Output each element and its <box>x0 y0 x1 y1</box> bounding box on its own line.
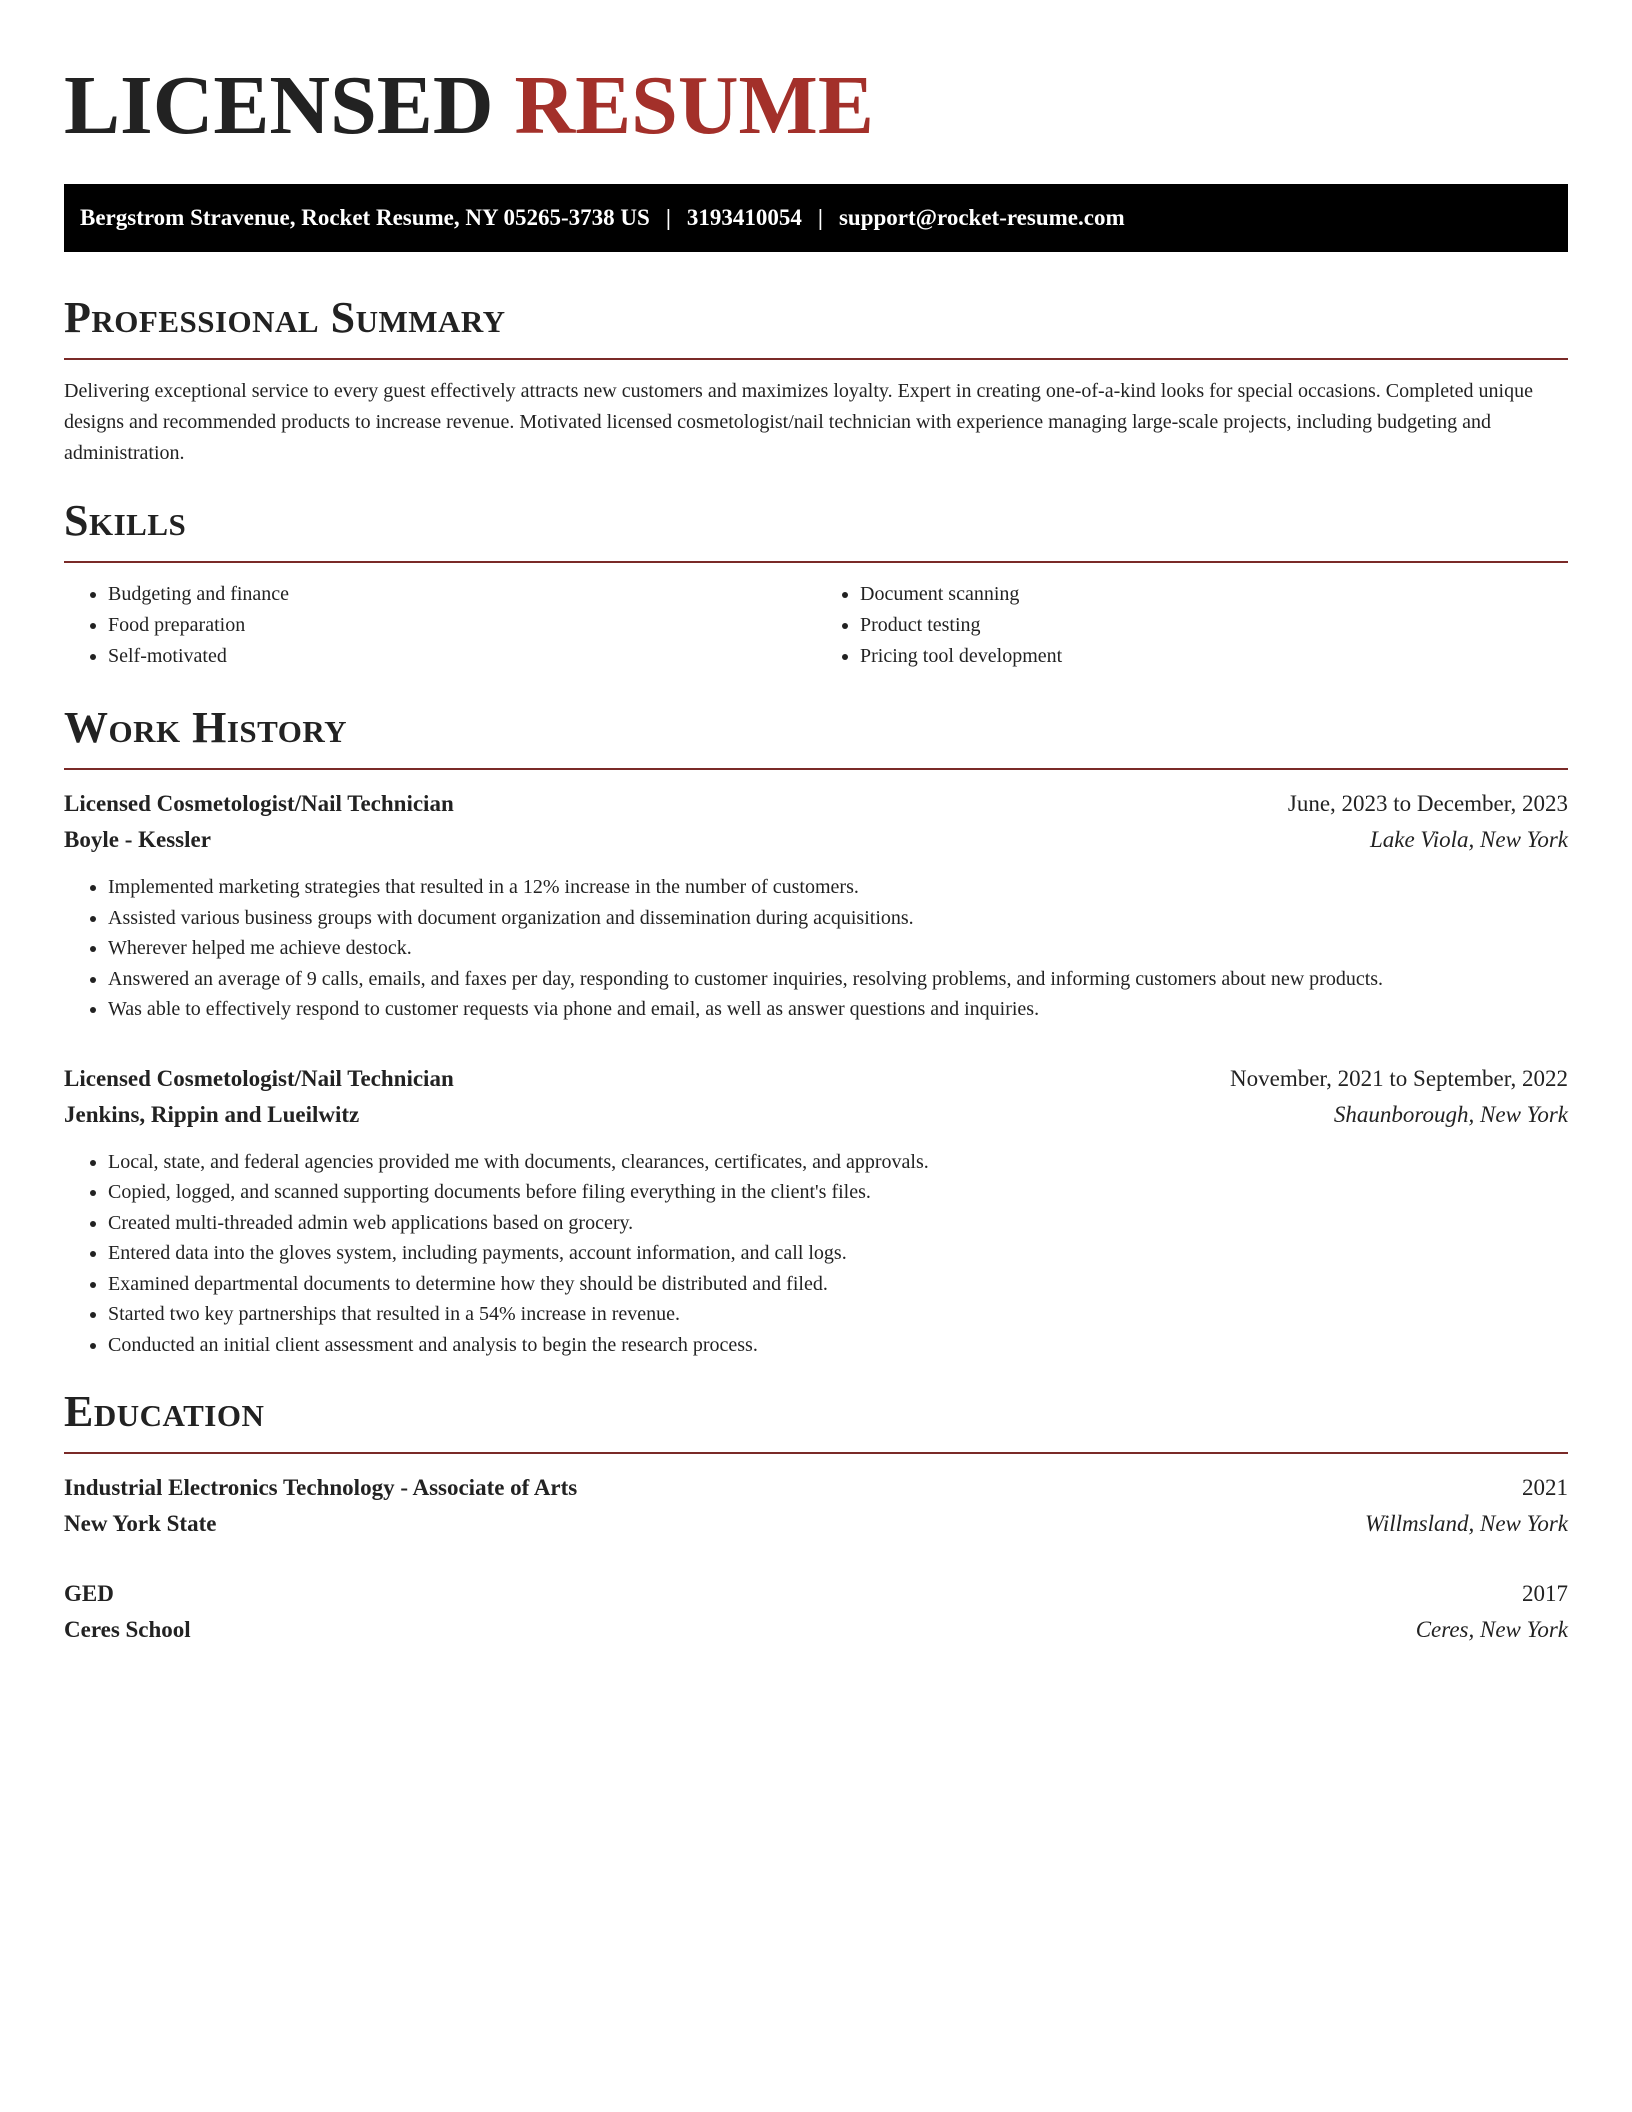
education-school: Ceres School <box>64 1617 191 1642</box>
skill-item: • Pricing tool development <box>860 641 1568 672</box>
job-bullet: • Copied, logged, and scanned supporting documents before filing everything in the client's files. <box>108 1177 1568 1208</box>
section-title-work-history: Work History <box>64 703 348 752</box>
job-bullet: • Created multi-threaded admin web applications based on grocery. <box>108 1208 1568 1239</box>
job-bullet: • Started two key partnerships that resulted in a 54% increase in revenue. <box>108 1299 1568 1330</box>
skill-item: • Product testing <box>860 610 1568 641</box>
job-company: Boyle - Kessler <box>64 827 211 852</box>
summary-section <box>64 293 1568 469</box>
contact-separator: | <box>817 205 823 230</box>
section-title-education: Education <box>64 1387 265 1436</box>
education-entry <box>64 1470 1568 1542</box>
education-header <box>64 1576 1568 1612</box>
education-year: 2017 <box>1522 1581 1568 1606</box>
section-title-summary: Professional Summary <box>64 293 506 342</box>
job-bullet: • Wherever helped me achieve destock. <box>108 933 1568 964</box>
job-location: Lake Viola, New York <box>1369 827 1568 852</box>
job-bullet: • Entered data into the gloves system, including payments, account information, and call logs. <box>108 1238 1568 1269</box>
education-year: 2021 <box>1522 1475 1568 1500</box>
contact-bar <box>64 184 1568 252</box>
skill-item: • Budgeting and finance <box>108 579 816 610</box>
job-bullets <box>64 1147 1568 1361</box>
skill-item: • Food preparation <box>108 610 816 641</box>
education-subheader <box>64 1612 1568 1648</box>
job-dates: November, 2021 to September, 2022 <box>1230 1065 1568 1091</box>
job-title: Licensed Cosmetologist/Nail Technician <box>64 791 454 816</box>
job-title: Licensed Cosmetologist/Nail Technician <box>64 1065 454 1091</box>
job-subheader <box>64 822 1568 858</box>
job-bullet: • Examined departmental documents to determine how they should be distributed and filed. <box>108 1269 1568 1300</box>
contact-separator: | <box>665 205 671 230</box>
contact-phone: 3193410054 <box>686 205 802 230</box>
name-last: RESUME <box>514 59 874 152</box>
education-school: New York State <box>64 1511 217 1536</box>
section-title-skills: Skills <box>64 496 187 545</box>
education-degree: Industrial Electronics Technology - Associate of Arts <box>64 1475 578 1500</box>
name-first: LICENSED <box>64 59 494 152</box>
summary-text: Delivering exceptional service to every guest effectively attracts new customers and maximizes loyalty. Expert in creating one-of-a-kind looks for special occasions. Completed unique designs and recommended products to increase revenue. Motivated licensed cosmetologist/nail technician with experience managing large-scale projects, including budgeting and administration. <box>64 380 1533 464</box>
job-entry <box>64 786 1568 1025</box>
job-bullet: • Assisted various business groups with document organization and dissemination during acquisitions. <box>108 903 1568 934</box>
education-degree: GED <box>64 1581 114 1606</box>
section-divider <box>64 1452 1568 1454</box>
job-bullet: • Local, state, and federal agencies provided me with documents, clearances, certificates, and approvals. <box>108 1147 1568 1178</box>
job-bullet: • Conducted an initial client assessment and analysis to begin the research process. <box>108 1330 1568 1361</box>
education-header <box>64 1470 1568 1506</box>
job-header <box>64 786 1568 822</box>
contact-email: support@rocket-resume.com <box>838 205 1125 230</box>
job-dates: June, 2023 to December, 2023 <box>1287 791 1568 816</box>
education-location: Ceres, New York <box>1415 1617 1568 1642</box>
skills-list <box>64 579 1568 672</box>
skills-section <box>64 496 1568 672</box>
job-bullet: • Answered an average of 9 calls, emails, and faxes per day, responding to customer inquiries, resolving problems, and informing customers about new products. <box>108 964 1568 995</box>
job-location: Shaunborough, New York <box>1333 1101 1568 1127</box>
section-divider <box>64 358 1568 360</box>
skill-item: • Self-motivated <box>108 641 816 672</box>
skills-column-right <box>816 579 1568 672</box>
job-bullet: • Was able to effectively respond to customer requests via phone and email, as well as answer questions and inquiries. <box>108 994 1568 1025</box>
education-subheader <box>64 1506 1568 1542</box>
job-bullets <box>64 872 1568 1025</box>
section-divider <box>64 768 1568 770</box>
section-divider <box>64 561 1568 563</box>
resume-name <box>64 56 1568 152</box>
contact-address: Bergstrom Stravenue, Rocket Resume, NY 05265-3738 US <box>80 205 650 230</box>
education-location: Willmsland, New York <box>1365 1511 1568 1536</box>
skills-column-left <box>64 579 816 672</box>
job-header <box>64 1061 1568 1097</box>
job-company: Jenkins, Rippin and Lueilwitz <box>64 1101 360 1127</box>
job-bullet: • Implemented marketing strategies that resulted in a 12% increase in the number of customers. <box>108 872 1568 903</box>
job-entry <box>64 1061 1568 1361</box>
education-entry <box>64 1576 1568 1648</box>
skill-item: • Document scanning <box>860 579 1568 610</box>
job-subheader <box>64 1097 1568 1133</box>
education-section <box>64 1387 1568 1648</box>
work-history-section <box>64 703 1568 1360</box>
